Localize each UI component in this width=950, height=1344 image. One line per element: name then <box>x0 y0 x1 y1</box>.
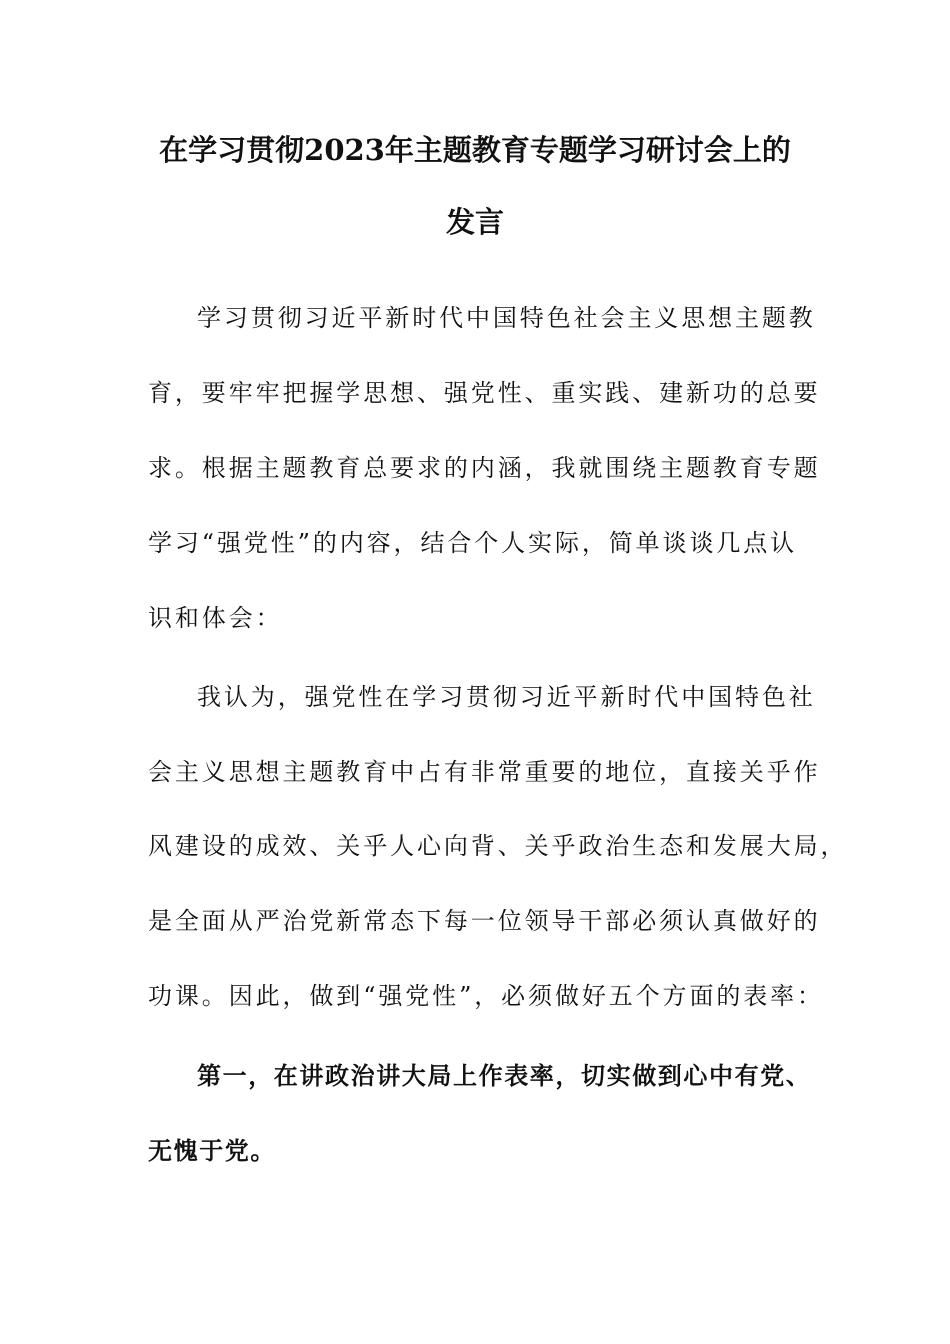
section-heading-line: 第一，在讲政治讲大局上作表率，切实做到心中有党、 <box>197 1062 812 1090</box>
paragraph-line: 会主义思想主题教育中占有非常重要的地位，直接关乎作 <box>148 758 821 786</box>
document-title-line-1: 在学习贯彻2023年主题教育专题学习研讨会上的 <box>159 133 791 167</box>
paragraph-line: 是全面从严治党新常态下每一位领导干部必须认真做好的 <box>148 907 821 935</box>
paragraph-line: 育，要牢牢把握学思想、强党性、重实践、建新功的总要 <box>148 379 821 407</box>
paragraph-line: 功课。因此，做到“强党性”，必须做好五个方面的表率： <box>148 982 824 1010</box>
paragraph-line: 风建设的成效、关乎人心向背、关乎政治生态和发展大局， <box>148 832 848 860</box>
section-heading-line: 无愧于党。 <box>148 1137 276 1165</box>
paragraph-line: 识和体会： <box>148 604 283 632</box>
document-title-line-2: 发言 <box>445 205 504 239</box>
paragraph-line: 学习“强党性”的内容，结合个人实际，简单谈谈几点认 <box>148 529 798 557</box>
paragraph-line: 学习贯彻习近平新时代中国特色社会主义思想主题教 <box>197 304 816 332</box>
paragraph-line: 我认为，强党性在学习贯彻习近平新时代中国特色社 <box>197 683 816 711</box>
paragraph-line: 求。根据主题教育总要求的内涵，我就围绕主题教育专题 <box>148 454 821 482</box>
